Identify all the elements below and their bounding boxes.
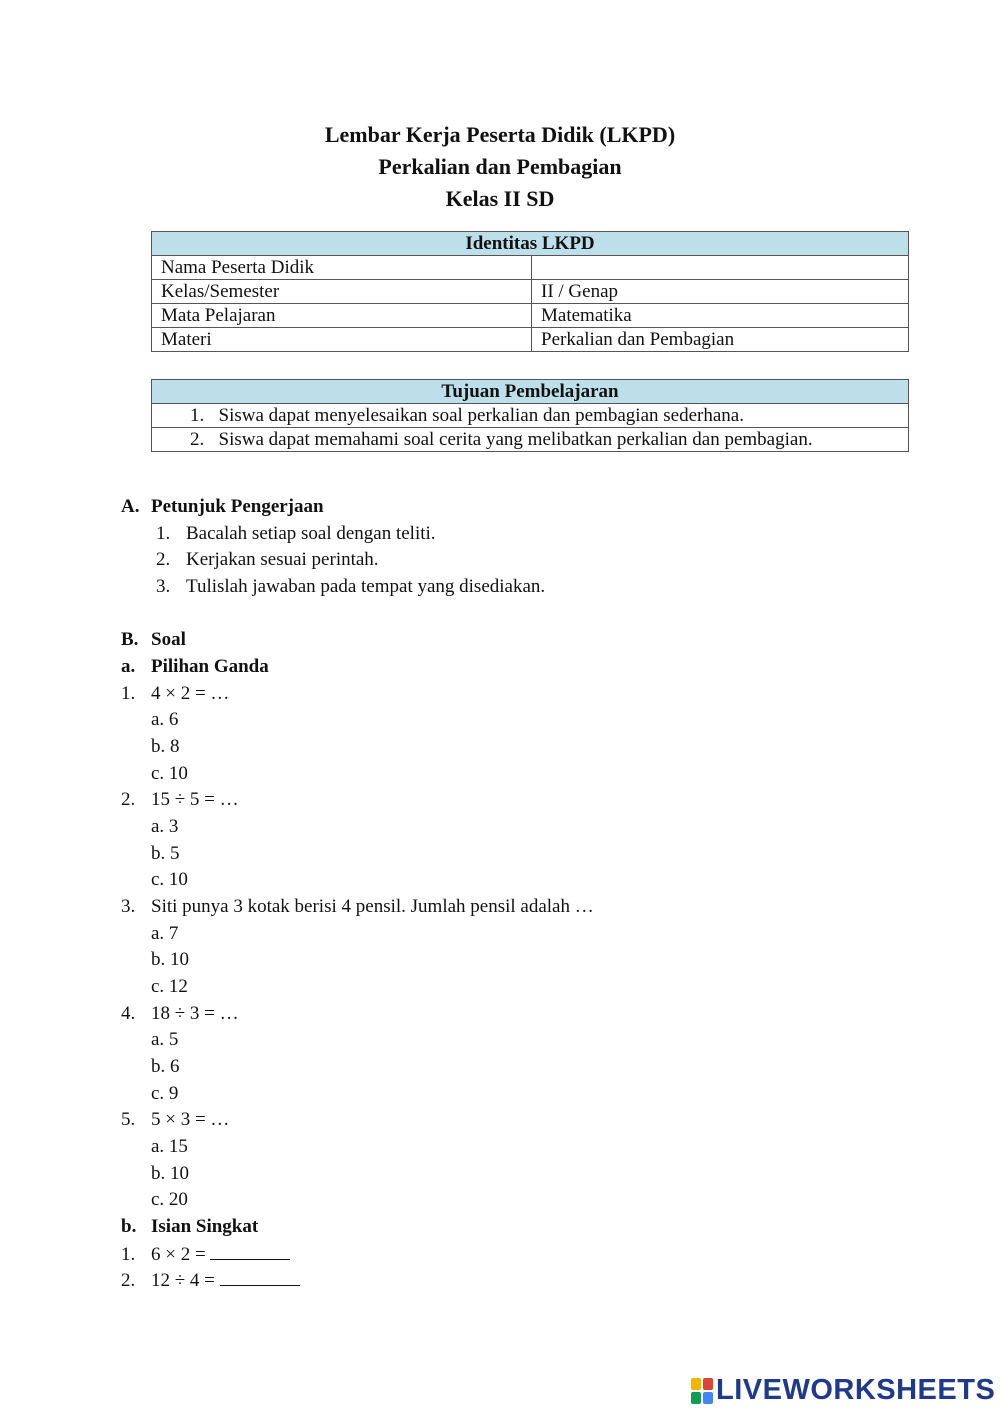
- subsection-title: Pilihan Ganda: [151, 656, 269, 677]
- document-title: Lembar Kerja Peserta Didik (LKPD): [324, 122, 676, 147]
- identity-value: Perkalian dan Pembagian: [532, 328, 909, 352]
- list-number: 1.: [156, 523, 171, 544]
- identity-heading: Identitas LKPD: [152, 232, 909, 256]
- multiple-choice-heading: [121, 654, 269, 680]
- document-subtitle: Perkalian dan Pembagian: [378, 154, 622, 179]
- question-text: 5 × 3 = …: [151, 1109, 230, 1130]
- question-text: 15 ÷ 5 = …: [151, 789, 239, 810]
- section-title: Soal: [151, 629, 186, 650]
- question-item: [121, 787, 239, 813]
- answer-option[interactable]: c. 12: [151, 976, 188, 997]
- logo-text: LIVEWORKSHEETS: [716, 1374, 996, 1406]
- question-text: 12 ÷ 4 =: [151, 1270, 220, 1291]
- table-row: [152, 428, 909, 452]
- answer-option[interactable]: a. 15: [151, 1136, 188, 1157]
- instructions-heading: [121, 494, 324, 520]
- list-number: 2.: [156, 549, 171, 570]
- table-row: [152, 304, 909, 328]
- answer-option[interactable]: c. 20: [151, 1189, 188, 1210]
- question-number: 3.: [121, 896, 136, 917]
- identity-label: Kelas/Semester: [152, 280, 532, 304]
- answer-option[interactable]: b. 8: [151, 736, 180, 757]
- question-number: 1.: [121, 683, 136, 704]
- identity-label: Materi: [152, 328, 532, 352]
- table-row: [152, 328, 909, 352]
- answer-option[interactable]: a. 3: [151, 816, 179, 837]
- section-letter: B.: [121, 629, 139, 650]
- subsection-letter: b.: [121, 1216, 137, 1237]
- list-number: 3.: [156, 576, 171, 597]
- question-item: [121, 681, 229, 707]
- list-text: Bacalah setiap soal dengan teliti.: [186, 523, 436, 544]
- section-title: Petunjuk Pengerjaan: [151, 496, 324, 517]
- question-number: 2.: [121, 1270, 136, 1291]
- answer-option[interactable]: a. 6: [151, 709, 179, 730]
- goals-heading: Tujuan Pembelajaran: [152, 380, 909, 404]
- question-item: [121, 894, 594, 920]
- list-item: [156, 521, 436, 547]
- short-answer-heading: [121, 1214, 258, 1240]
- answer-option[interactable]: a. 7: [151, 923, 179, 944]
- identity-table: [151, 231, 909, 352]
- question-text: 6 × 2 =: [151, 1244, 211, 1265]
- logo-square: [691, 1392, 701, 1404]
- question-item: [121, 1001, 239, 1027]
- question-text: Siti punya 3 kotak berisi 4 pensil. Jumlah pensil adalah …: [151, 896, 594, 917]
- list-item: [156, 547, 379, 573]
- answer-option[interactable]: c. 10: [151, 763, 188, 784]
- answer-blank[interactable]: [210, 1241, 290, 1260]
- document-grade: Kelas II SD: [445, 186, 555, 211]
- question-item: [121, 1267, 300, 1294]
- section-letter: A.: [121, 496, 140, 517]
- answer-option[interactable]: c. 9: [151, 1083, 179, 1104]
- answer-option[interactable]: b. 10: [151, 1163, 189, 1184]
- question-item: [121, 1241, 290, 1268]
- answer-option[interactable]: b. 5: [151, 843, 180, 864]
- liveworksheets-logo-icon: [691, 1378, 713, 1404]
- question-text: 18 ÷ 3 = …: [151, 1003, 239, 1024]
- subsection-title: Isian Singkat: [151, 1216, 259, 1237]
- identity-value: II / Genap: [532, 280, 909, 304]
- answer-option[interactable]: c. 10: [151, 869, 188, 890]
- list-text: Kerjakan sesuai perintah.: [186, 549, 379, 570]
- list-text: Tulislah jawaban pada tempat yang disediakan.: [186, 576, 546, 597]
- table-row: [152, 404, 909, 428]
- answer-option[interactable]: a. 5: [151, 1029, 179, 1050]
- question-text: 4 × 2 = …: [151, 683, 230, 704]
- goal-item: 1. Siswa dapat menyelesaikan soal perkalian dan pembagian sederhana.: [152, 404, 909, 428]
- questions-heading: [121, 627, 186, 653]
- logo-square: [703, 1378, 713, 1390]
- answer-option[interactable]: b. 6: [151, 1056, 180, 1077]
- identity-label: Mata Pelajaran: [152, 304, 532, 328]
- subsection-letter: a.: [121, 656, 136, 677]
- table-row: [152, 256, 909, 280]
- identity-label: Nama Peserta Didik: [152, 256, 532, 280]
- question-number: 2.: [121, 789, 136, 810]
- question-number: 4.: [121, 1003, 136, 1024]
- table-row: [152, 280, 909, 304]
- answer-option[interactable]: b. 10: [151, 949, 189, 970]
- goals-table: [151, 379, 909, 452]
- logo-square: [703, 1392, 713, 1404]
- goal-item: 2. Siswa dapat memahami soal cerita yang melibatkan perkalian dan pembagian.: [152, 428, 909, 452]
- question-number: 5.: [121, 1109, 136, 1130]
- logo-square: [691, 1378, 701, 1390]
- answer-blank[interactable]: [220, 1267, 300, 1286]
- question-item: [121, 1107, 229, 1133]
- student-name-field[interactable]: [532, 256, 909, 280]
- identity-value: Matematika: [532, 304, 909, 328]
- list-item: [156, 574, 545, 600]
- liveworksheets-logo[interactable]: [691, 1374, 995, 1407]
- question-number: 1.: [121, 1244, 136, 1265]
